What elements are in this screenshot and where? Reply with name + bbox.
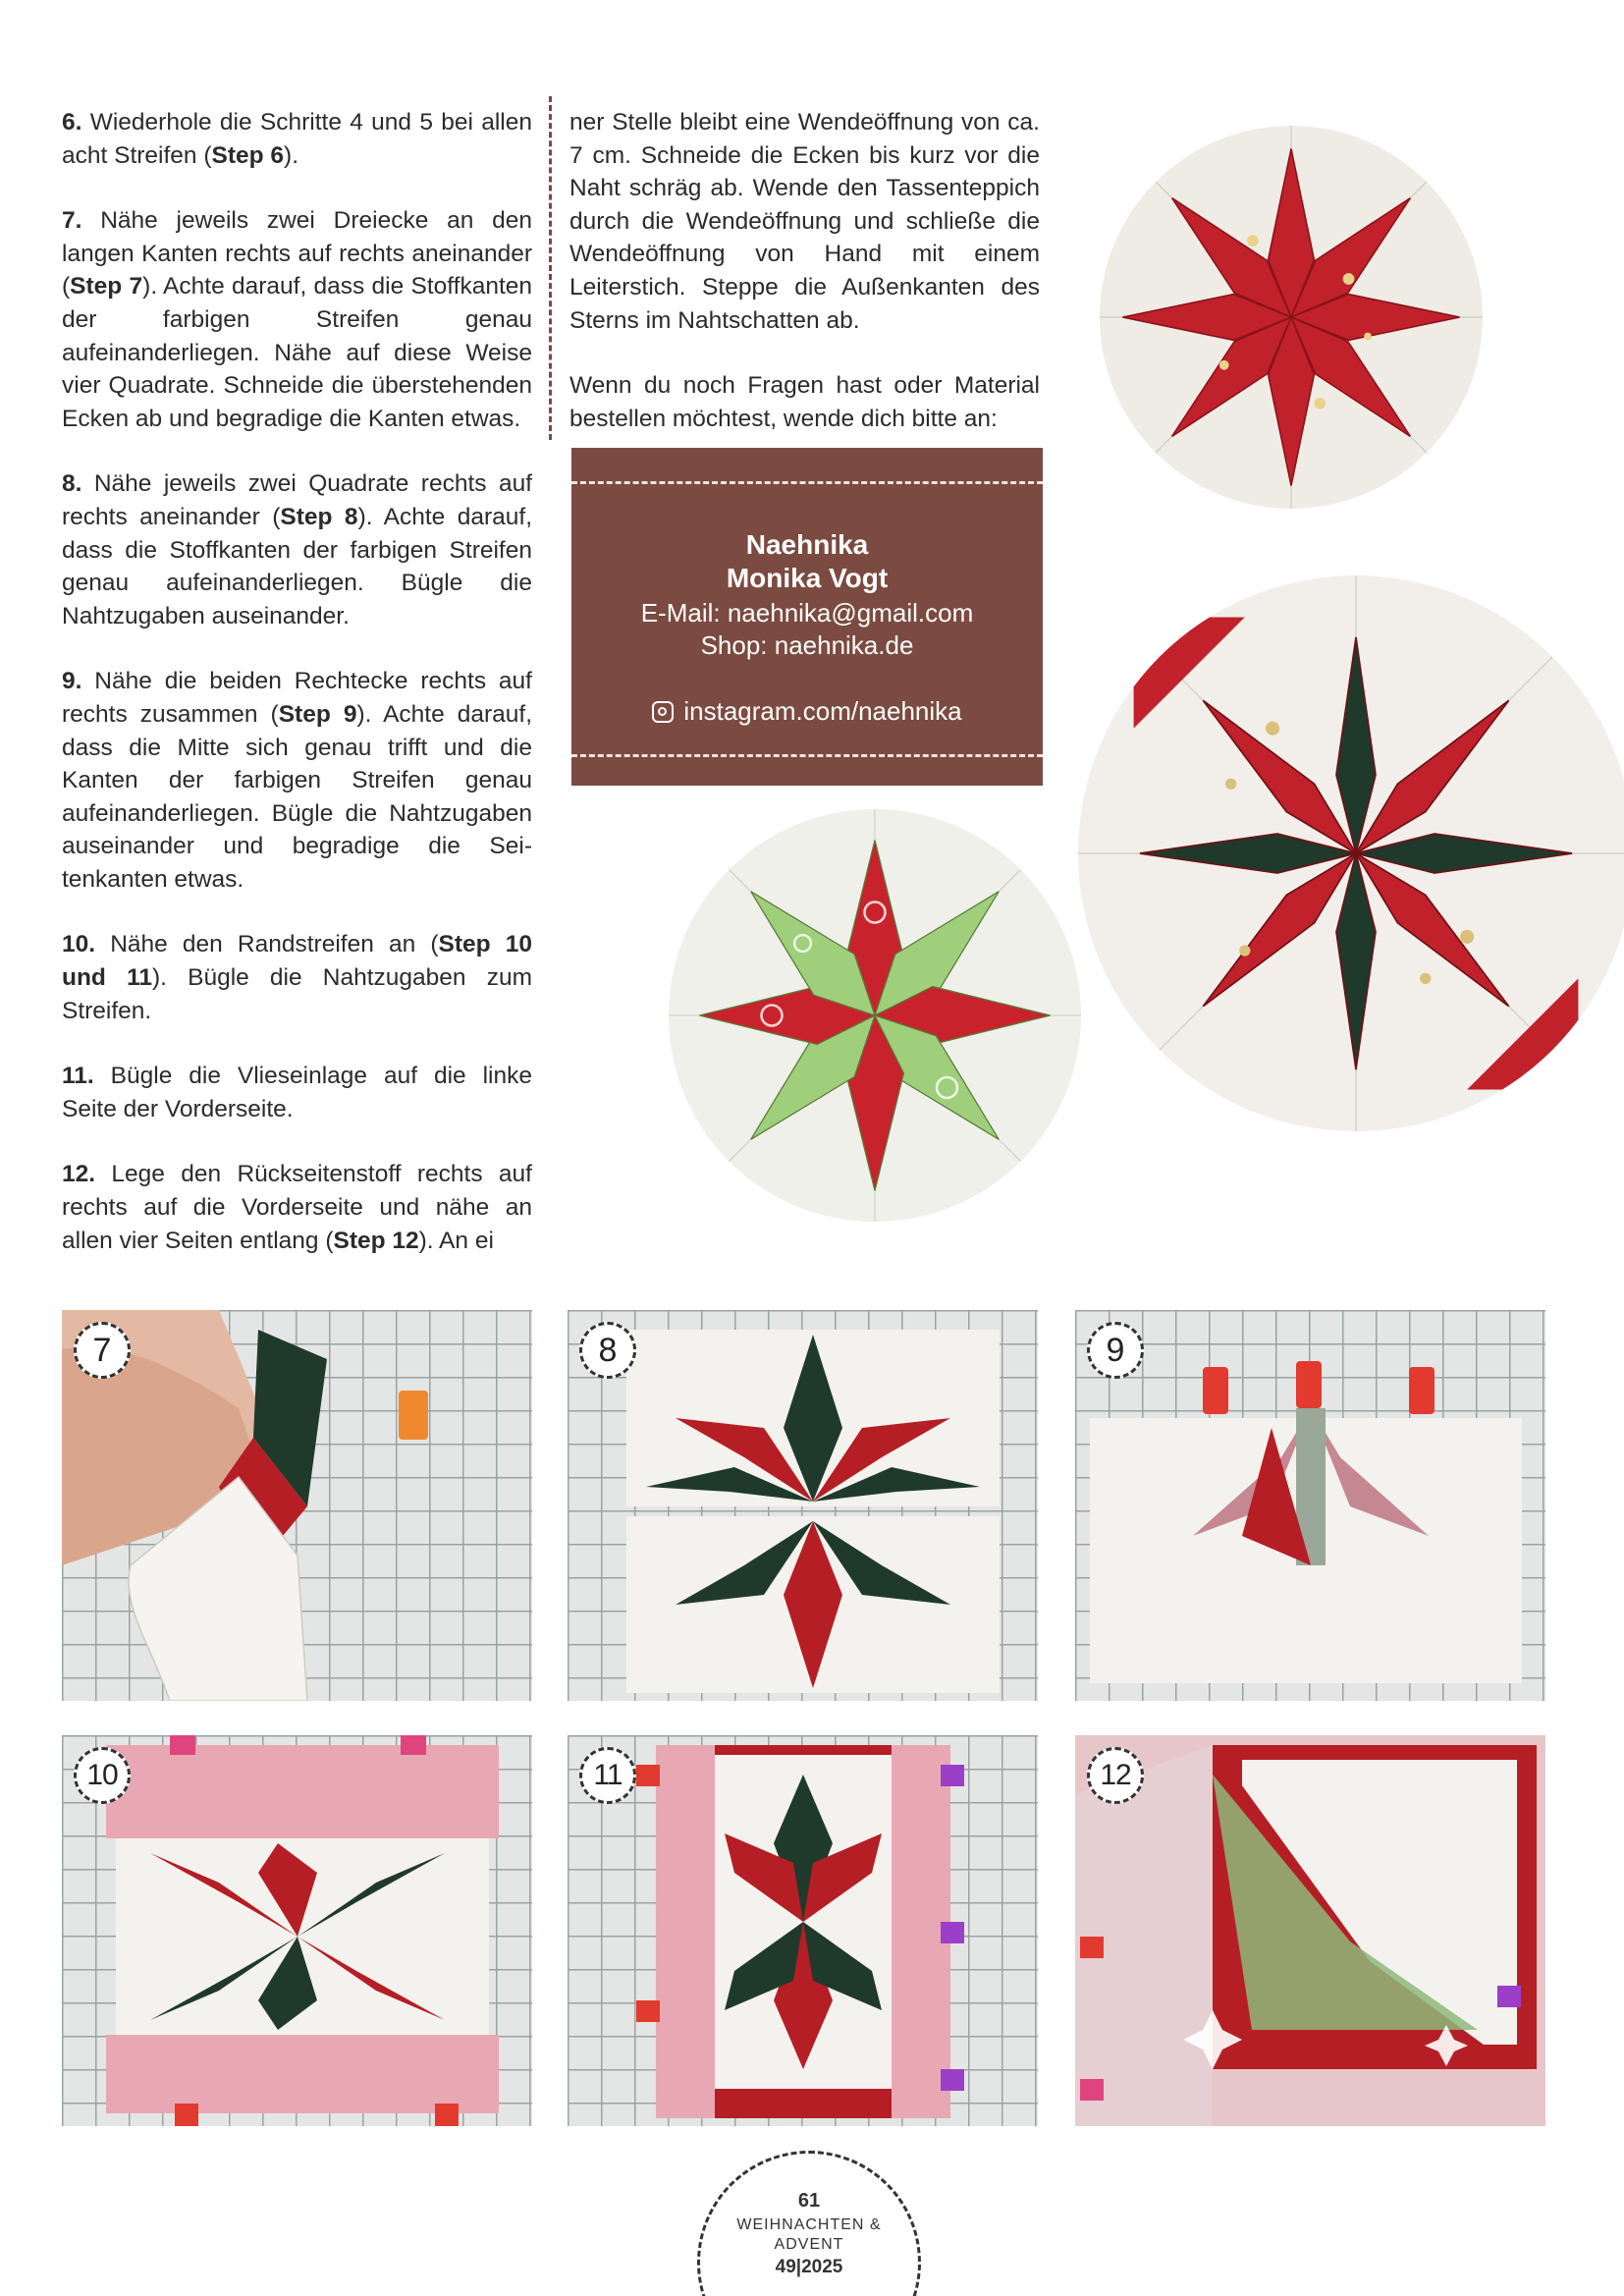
step-badge: 9 (1087, 1322, 1144, 1379)
contact-box (571, 448, 1043, 786)
step-12-photo (1075, 1735, 1545, 2126)
step-9-illustration (1075, 1310, 1545, 1701)
step-number: 12. (62, 1161, 96, 1188)
step-text: ). (284, 141, 299, 169)
photo-red-star-circle (1100, 126, 1483, 509)
step-ref: Step 8 (280, 503, 358, 530)
magazine-title (697, 2215, 921, 2255)
step-number: 6. (62, 109, 82, 136)
person-name: Monika Vogt (726, 563, 889, 593)
step-badge: 10 (74, 1747, 131, 1804)
step-ref: Step 9 (278, 700, 357, 728)
red-green-star-illustration (1078, 575, 1624, 1131)
contact-shop[interactable]: Shop: naehnika.de (700, 630, 914, 660)
step-badge: 7 (74, 1322, 131, 1379)
step-10-photo (62, 1735, 532, 2126)
step-text: Nähe jeweils zwei Dreiecke an den langen Kanten rechts auf rechts aneinander ( (62, 207, 532, 301)
instructions-middle-column (569, 106, 1040, 467)
contact-instagram[interactable] (571, 695, 1043, 727)
continuation-paragraph: ner Stelle bleibt eine Wendeöffnung von ca. 7 cm. Schneide die Ecken bis kurz vor die Naht schräg ab. Wende den Tassenteppich durch die Wendeöffnung und schließe die Wendeöffnung von Hand mit einem Leiterstich. Steppe die Außenkanten des Sterns im Nahtschatten ab. (569, 109, 1040, 334)
step-11-paragraph (62, 1060, 532, 1125)
step-6-paragraph (62, 106, 532, 172)
step-7-photo (62, 1310, 532, 1701)
step-8-paragraph (62, 467, 532, 632)
contact-name (571, 528, 1043, 595)
step-9-photo (1075, 1310, 1545, 1701)
step-7-illustration (62, 1310, 532, 1701)
step-badge: 11 (579, 1747, 636, 1804)
step-text: Nähe die beiden Rechtecke rechts auf rechts zusammen ( (62, 668, 532, 728)
dashed-line (571, 481, 1043, 484)
instagram-icon (652, 701, 674, 723)
step-10-illustration (62, 1735, 532, 2126)
column-divider (549, 96, 552, 440)
step-ref: Step 10 und 11 (62, 931, 532, 992)
step-text: Lege den Rückseitenstoff rechts auf rechts auf die Vorderseite und nähe an allen vier Seiten entlang ( (62, 1161, 532, 1254)
step-text: ). Achte darauf, dass die Stoffkanten der farbigen Streifen genau aufeinanderliegen. Nähe auf diese Weise vier Quadrate. Schneide die überstehenden Ecken ab und begradige die Kanten etwas. (62, 273, 533, 432)
instagram-link[interactable]: instagram.com/naehnika (683, 696, 962, 726)
page-number: 61 (797, 2190, 821, 2212)
contact-email[interactable]: E-Mail: naehnika@gmail.com (640, 598, 974, 628)
step-text: ). Achte darauf, dass die Mitte sich genau trifft und die Kanten der farbigen Streifen genau aufeinanderliegen. Bügle die Nahtzugaben auseinander und begradige die Seitenkanten etwas. (62, 700, 533, 893)
contact-intro: Wenn du noch Fragen hast oder Material bestellen möchtest, wende dich bitte an: (569, 372, 1040, 432)
magazine-title-line-1: WEIHNACHTEN & (736, 2216, 882, 2233)
step-8-illustration (568, 1310, 1038, 1701)
step-ref: Step 12 (333, 1227, 419, 1254)
page-footer (697, 2151, 921, 2296)
instructions-left-column (62, 106, 532, 1289)
step-text: Nähe jeweils zwei Quadrate rechts auf rechts aneinander ( (62, 470, 532, 530)
step-text: Nähe den Randstreifen an ( (95, 931, 439, 958)
step-number: 9. (62, 668, 82, 695)
step-number: 7. (62, 207, 82, 235)
step-badge: 12 (1087, 1747, 1144, 1804)
magazine-title-line-2: ADVENT (774, 2236, 844, 2253)
step-text: ). An ei (418, 1227, 494, 1254)
brand-name: Naehnika (745, 529, 869, 560)
step-10-paragraph (62, 928, 532, 1027)
step-11-illustration (568, 1735, 1038, 2126)
step-badge: 8 (579, 1322, 636, 1379)
photo-green-star-circle (669, 809, 1081, 1222)
step-8-photo (568, 1310, 1038, 1701)
step-7-paragraph (62, 204, 532, 435)
step-ref: Step 7 (70, 273, 143, 301)
dashed-line (571, 754, 1043, 757)
step-9-paragraph (62, 665, 532, 896)
step-text: Wiederhole die Schritte 4 und 5 bei allen acht Streifen ( (62, 109, 532, 169)
red-star-illustration (1100, 126, 1483, 509)
step-12-illustration (1075, 1735, 1545, 2126)
photo-red-green-star-circle (1078, 575, 1624, 1131)
step-text: ). Bügle die Nahtzugaben zum Streifen. (62, 964, 532, 1024)
issue-number: 49|2025 (775, 2257, 843, 2277)
step-text: Bügle die Vlieseinlage auf die linke Seite der Vorderseite. (62, 1063, 532, 1122)
step-number: 10. (62, 931, 96, 958)
step-12-paragraph (62, 1158, 532, 1257)
step-text: ). Achte darauf, dass die Stoffkanten der farbigen Streifen genau aufeinanderliegen. Bügle die Nahtzugaben auseinander. (62, 503, 532, 629)
step-ref: Step 6 (211, 141, 285, 169)
step-number: 8. (62, 470, 82, 498)
step-number: 11. (62, 1063, 94, 1090)
step-11-photo (568, 1735, 1038, 2126)
green-star-illustration (669, 809, 1081, 1222)
